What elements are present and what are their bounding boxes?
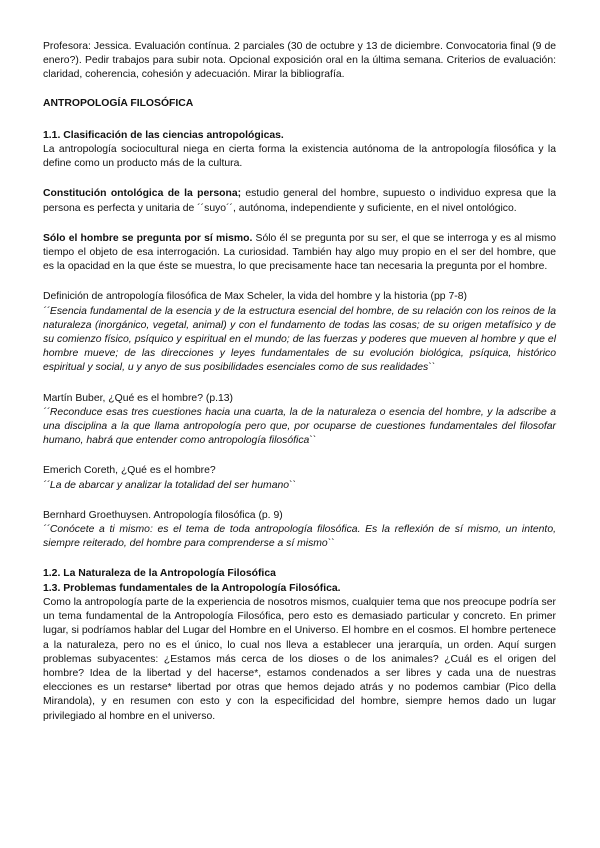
quote-block-scheler [43, 290, 556, 375]
section-3-heading: 1.3. Problemas fundamentales de la Antropología Filosófica. [43, 582, 341, 594]
document-page [43, 40, 556, 724]
quote-text: ´´Reconduce esas tres cuestiones hacia una cuarta, la de la naturaleza o esencia del hombre, y la adscribe a una disciplina a la que llama antropología pero que, por ocuparse de cuestiones fundamentales del filosofar humano, habrá que entender como antropología filosófica`` [43, 406, 556, 447]
header-note: Profesora: Jessica. Evaluación contínua. 2 parciales (30 de octubre y 13 de diciembre. Convocatoria final (9 de enero?). Pedir trabajos para subir nota. Opcional exposición oral en la última semana. Criterios de evaluación: claridad, coherencia, cohesión y adecuación. Mirar la bibliografía. [43, 41, 556, 81]
quote-text: ´´La de abarcar y analizar la totalidad del ser humano`` [43, 479, 296, 491]
constitucion-bold: Constitución ontológica de la persona; [43, 188, 242, 200]
pregunta-bold: Sólo el hombre se pregunta por sí mismo. [43, 232, 253, 244]
pregunta-paragraph [43, 232, 556, 275]
quote-source: Emerich Coreth, ¿Qué es el hombre? [43, 465, 216, 477]
quote-source: Definición de antropología filosófica de Max Scheler, la vida del hombre y la historia (pp 7-8) [43, 291, 467, 303]
quote-source: Bernhard Groethuysen. Antropología filosófica (p. 9) [43, 509, 283, 521]
pregunta-text: Sólo él se pregunta por su ser, el que se interroga y es al mismo tiempo el objeto de esa interrogación. La curiosidad. También hay algo muy propio en el ser del hombre, que es la opacidad en la que éste se muestra, lo que precisamente hace tan necesaria la pregunta por el hombre. [43, 232, 556, 273]
quote-text: ´´Conócete a ti mismo: es el tema de toda antropología filosófica. Es la reflexión de sí mismo, un intento, siempre reiterado, del hombre para comprenderse a sí mismo`` [43, 524, 556, 550]
quote-block-buber [43, 392, 556, 449]
constitucion-text: estudio general del hombre, supuesto o individuo expresa que la persona es perfecta y unitaria de ´´suyo´´, autónoma, independiente y suficiente, en el nivel ontológico. [43, 188, 556, 214]
section-1-text: La antropología sociocultural niega en cierta forma la existencia autónoma de la antropología filosófica y la define como un producto más de la cultura. [43, 144, 556, 170]
section-3-text: Como la antropología parte de la experiencia de nosotros mismos, cualquier tema que nos preocupe podría ser un tema fundamental de la Antropología Filosófica, pero esto es demasiado particular y concreto. En primer lugar, si podríamos hablar del Lugar del Hombre en el Universo. El hombre en el cosmos. El hombre pertenece a la naturaleza, pero no es el único, lo cual nos lleva a establecer una jerarquía, un orden. Aquí surgen problemas subyacentes: ¿Estamos más cerca de los dioses o de los animales? ¿Cuál es el origen del hombre? Idea de la libertad y del hacerse*, estamos condenados a ser libres y cada una de nuestras elecciones es un restarse* libertad por otras que hemos dejado atrás y no podemos cambiar (Pico della Mirandola), y en resumen con esto y con la especificidad del hombre, siempre hemos dado un lugar privilegiado al hombre en el universo. [43, 596, 556, 722]
quote-text: ´´Esencia fundamental de la esencia y de la estructura esencial del hombre, de su relación con los reinos de la naturaleza (inorgánico, vegetal, animal) y con el fundamento de todas las cosas; de su origen metafísico y de su comienzo físico, psíquico y espiritual en el mundo; de las fuerzas y poderes que mueven al hombre y que el hombre mueve; de las direcciones y leyes fundamentales de su evolución biológica, psíquica, histórico espiritual y social, u y anyo de sus posibilidades esenciales como de sus realidades`` [43, 305, 556, 374]
section-1-heading: 1.1. Clasificación de las ciencias antropológicas. [43, 129, 284, 141]
section-2-heading: 1.2. La Naturaleza de la Antropología Filosófica [43, 568, 276, 580]
quote-block-coreth [43, 464, 556, 492]
main-title: ANTROPOLOGÍA FILOSÓFICA [43, 97, 194, 109]
constitucion-paragraph [43, 187, 556, 215]
quote-source: Martín Buber, ¿Qué es el hombre? (p.13) [43, 392, 234, 404]
quote-block-groethuysen [43, 509, 556, 552]
